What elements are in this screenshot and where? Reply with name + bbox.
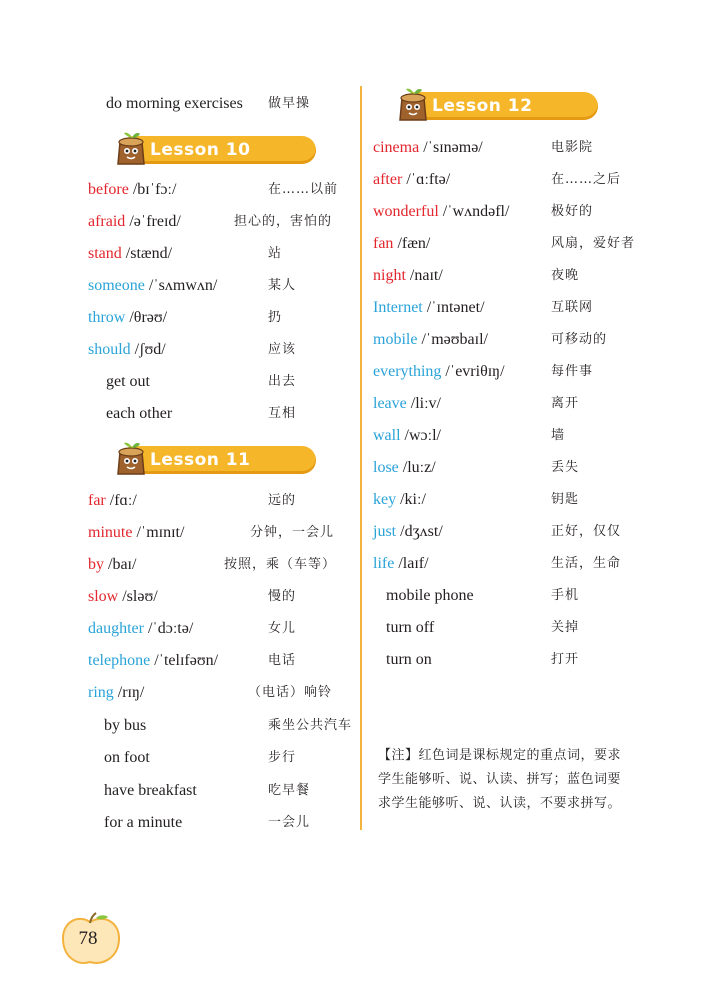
phonetic: /ˈɪntənet/: [422, 299, 485, 316]
vocab-word-with-phonetic: [88, 519, 184, 547]
vocab-translation: 夜晚: [551, 268, 580, 283]
vocab-word-with-phonetic: [88, 583, 158, 611]
phonetic: /wɔːl/: [400, 427, 441, 444]
page-number: 78: [78, 928, 98, 949]
vocab-word-with-phonetic: [373, 390, 441, 418]
phrase-translation: 出去: [268, 374, 297, 389]
vocab-translation: 女儿: [268, 621, 297, 636]
vocab-entry: [88, 583, 368, 611]
vocab-word: wall: [373, 427, 401, 444]
vocab-word-with-phonetic: [373, 326, 488, 354]
phrase-text: turn on: [386, 651, 432, 668]
vocab-word: fan: [373, 235, 394, 252]
lesson-10-banner: [100, 130, 320, 166]
vocab-translation: 担心的，害怕的: [234, 214, 333, 229]
phrase-text: mobile phone: [386, 587, 474, 604]
phrase-translation: 打开: [551, 652, 580, 667]
phrase-text: turn off: [386, 619, 435, 636]
vocab-entry: [88, 176, 368, 204]
phonetic: /dʒʌst/: [396, 523, 443, 540]
phrase-entry: [386, 614, 666, 642]
page-number-badge: [60, 912, 122, 968]
vocab-word-with-phonetic: [88, 304, 167, 332]
vocab-entry: [373, 294, 653, 322]
vocab-word: should: [88, 341, 131, 358]
vocab-translation: 墙: [551, 428, 566, 443]
phrase-text: on foot: [104, 749, 150, 767]
vocab-translation: 某人: [268, 278, 297, 293]
phrase-text: each other: [106, 405, 173, 422]
vocab-entry: [373, 230, 653, 258]
vocab-translation: 电话: [268, 653, 297, 668]
vocab-translation: 钥匙: [551, 492, 580, 507]
phrase-text: by bus: [104, 717, 147, 734]
vocab-word: telephone: [88, 652, 151, 669]
vocab-translation: 远的: [268, 493, 297, 508]
vocab-entry: [373, 198, 653, 226]
phonetic: /kiː/: [396, 491, 426, 508]
vocab-word-with-phonetic: [88, 272, 217, 300]
phonetic: /ʃʊd/: [130, 341, 166, 358]
vocab-word-with-phonetic: [88, 487, 137, 515]
vocab-word: life: [373, 555, 395, 572]
vocab-word: minute: [88, 524, 133, 541]
vocab-translation: 离开: [551, 396, 580, 411]
vocab-word-with-phonetic: [373, 166, 450, 194]
vocab-entry: [88, 487, 368, 515]
phrase-entry: [104, 777, 384, 805]
phrase-translation: 一会儿: [268, 814, 311, 830]
lesson-title: Lesson 11: [150, 450, 251, 470]
phonetic: /ˈsɪnəmə/: [419, 139, 483, 156]
phonetic: /bɪˈfɔː/: [128, 181, 177, 198]
vocab-word-with-phonetic: [373, 486, 426, 514]
phrase-entry: [106, 90, 386, 118]
vocab-translation: 扔: [268, 310, 283, 325]
vocab-word: ring: [88, 684, 114, 701]
vocab-entry: [373, 550, 653, 578]
vocab-entry: [88, 647, 368, 675]
vocab-word: lose: [373, 459, 399, 476]
vocab-word-with-phonetic: [88, 176, 176, 204]
vocab-word-with-phonetic: [88, 208, 181, 236]
vocab-word-with-phonetic: [88, 615, 193, 643]
phrase-entry: [106, 368, 386, 396]
tree-stump-mascot-icon: [112, 130, 152, 166]
vocab-word: mobile: [373, 331, 418, 348]
column-divider: [360, 86, 362, 830]
vocab-translation: 分钟，一会儿: [250, 525, 335, 540]
vocab-translation: 风扇，爱好者: [551, 236, 636, 251]
phrase-text: do morning exercises: [106, 95, 243, 112]
vocab-word: Internet: [373, 299, 423, 316]
vocab-entry: [373, 422, 653, 450]
vocab-word: cinema: [373, 139, 420, 156]
footnote: 【注】红色词是课标规定的重点词，要求学生能够听、说、认读、拼写；蓝色词要求学生能够听、说、认读，不要求拼写。: [378, 748, 622, 811]
vocab-word-with-phonetic: [373, 230, 430, 258]
phrase-text: get out: [106, 373, 150, 390]
vocab-word: slow: [88, 588, 119, 605]
vocab-word: far: [88, 492, 106, 509]
vocab-word: night: [373, 267, 406, 284]
vocab-word-with-phonetic: [88, 647, 218, 675]
vocab-translation: 站: [268, 246, 283, 261]
vocab-entry: [88, 551, 368, 579]
vocab-entry: [373, 390, 653, 418]
phrase-text: for a minute: [104, 813, 183, 831]
vocab-translation: 正好，仅仅: [551, 524, 622, 539]
vocab-word: wonderful: [373, 203, 439, 220]
vocab-entry: [373, 486, 653, 514]
vocab-entry: [373, 358, 653, 386]
vocab-word: leave: [373, 395, 407, 412]
vocab-entry: [373, 262, 653, 290]
phrase-translation: 步行: [268, 750, 297, 766]
vocab-translation: 在……之后: [551, 172, 622, 187]
phonetic: /fɑː/: [105, 492, 137, 509]
vocab-word: before: [88, 181, 129, 198]
vocab-word-with-phonetic: [373, 422, 441, 450]
phonetic: /ˈməʊbaɪl/: [417, 331, 488, 348]
vocab-translation: 在……以前: [268, 182, 339, 197]
vocab-word: stand: [88, 245, 122, 262]
vocab-word: everything: [373, 363, 442, 380]
phrase-entry: [386, 582, 666, 610]
phrase-translation: 互相: [268, 406, 297, 421]
vocab-word-with-phonetic: [373, 550, 429, 578]
vocab-word: afraid: [88, 213, 126, 230]
vocab-word-with-phonetic: [373, 262, 443, 290]
vocab-entry: [88, 679, 368, 707]
vocab-entry: [88, 272, 368, 300]
phonetic: /rɪŋ/: [113, 684, 145, 701]
phonetic: /ˈwʌndəfl/: [438, 203, 510, 220]
vocab-word-with-phonetic: [373, 134, 483, 162]
vocab-translation: （电话）响铃: [248, 685, 333, 700]
phrase-text: have breakfast: [104, 781, 197, 799]
phonetic: /sləʊ/: [118, 588, 158, 605]
vocab-word-with-phonetic: [88, 336, 166, 364]
phonetic: /luːz/: [398, 459, 436, 476]
vocab-word: by: [88, 556, 104, 573]
phrase-entry: [104, 809, 384, 837]
vocab-translation: 每件事: [551, 364, 594, 379]
vocab-entry: [88, 208, 368, 236]
vocab-word: throw: [88, 309, 126, 326]
phonetic: /laɪf/: [394, 555, 429, 572]
phonetic: /liːv/: [406, 395, 441, 412]
vocab-word: daughter: [88, 620, 144, 637]
vocab-entry: [373, 326, 653, 354]
phonetic: /ˈtelɪfəʊn/: [150, 652, 219, 669]
vocab-entry: [88, 519, 368, 547]
vocab-word-with-phonetic: [373, 198, 509, 226]
vocab-translation: 电影院: [551, 140, 594, 155]
phonetic: /θrəʊ/: [125, 309, 168, 326]
tree-stump-mascot-icon: [394, 86, 434, 122]
vocab-word: just: [373, 523, 397, 540]
vocab-word-with-phonetic: [373, 358, 505, 386]
phrase-translation: 乘坐公共汽车: [268, 718, 353, 733]
phrase-entry: [386, 646, 666, 674]
vocab-word-with-phonetic: [88, 679, 144, 707]
vocab-entry: [88, 336, 368, 364]
phrase-translation: 吃早餐: [268, 782, 311, 798]
phrase-translation: 做早操: [268, 96, 311, 111]
phrase-translation: 手机: [551, 588, 580, 603]
phonetic: /stænd/: [121, 245, 173, 262]
phonetic: /ˈmɪnɪt/: [132, 524, 185, 541]
lesson-11-banner: [100, 440, 320, 476]
vocab-word-with-phonetic: [373, 454, 436, 482]
vocab-translation: 丢失: [551, 460, 580, 475]
phonetic: /fæn/: [393, 235, 431, 252]
vocab-translation: 生活，生命: [551, 556, 622, 571]
vocab-entry: [373, 134, 653, 162]
phonetic: /ˈsʌmwʌn/: [144, 277, 218, 294]
lesson-title: Lesson 12: [432, 96, 533, 116]
tree-stump-mascot-icon: [112, 440, 152, 476]
lesson-12-banner: [382, 86, 602, 122]
lesson-title: Lesson 10: [150, 140, 251, 160]
vocab-translation: 慢的: [268, 589, 297, 604]
vocab-translation: 按照，乘（车等）: [224, 557, 337, 572]
vocab-word-with-phonetic: [373, 518, 443, 546]
vocab-translation: 互联网: [551, 300, 594, 315]
phonetic: /ˈdɔːtə/: [143, 620, 194, 637]
vocab-word: after: [373, 171, 403, 188]
phrase-translation: 关掉: [551, 620, 580, 635]
phonetic: /ˈevriθɪŋ/: [441, 363, 505, 380]
vocab-entry: [88, 240, 368, 268]
phonetic: /ˈɑːftə/: [402, 171, 451, 188]
phonetic: /baɪ/: [104, 556, 137, 573]
vocab-entry: [373, 454, 653, 482]
phonetic: /əˈfreɪd/: [125, 213, 181, 230]
phrase-entry: [104, 744, 384, 772]
vocab-entry: [88, 304, 368, 332]
vocab-translation: 极好的: [551, 204, 594, 219]
vocab-translation: 应该: [268, 342, 297, 357]
vocab-word: key: [373, 491, 397, 508]
vocab-translation: 可移动的: [551, 332, 608, 347]
vocab-word-with-phonetic: [88, 240, 172, 268]
vocab-word: someone: [88, 277, 145, 294]
phrase-entry: [106, 400, 386, 428]
vocab-word-with-phonetic: [373, 294, 485, 322]
phonetic: /naɪt/: [405, 267, 443, 284]
vocab-entry: [88, 615, 368, 643]
vocab-entry: [373, 518, 653, 546]
vocab-entry: [373, 166, 653, 194]
vocab-word-with-phonetic: [88, 551, 136, 579]
phrase-entry: [104, 712, 384, 740]
